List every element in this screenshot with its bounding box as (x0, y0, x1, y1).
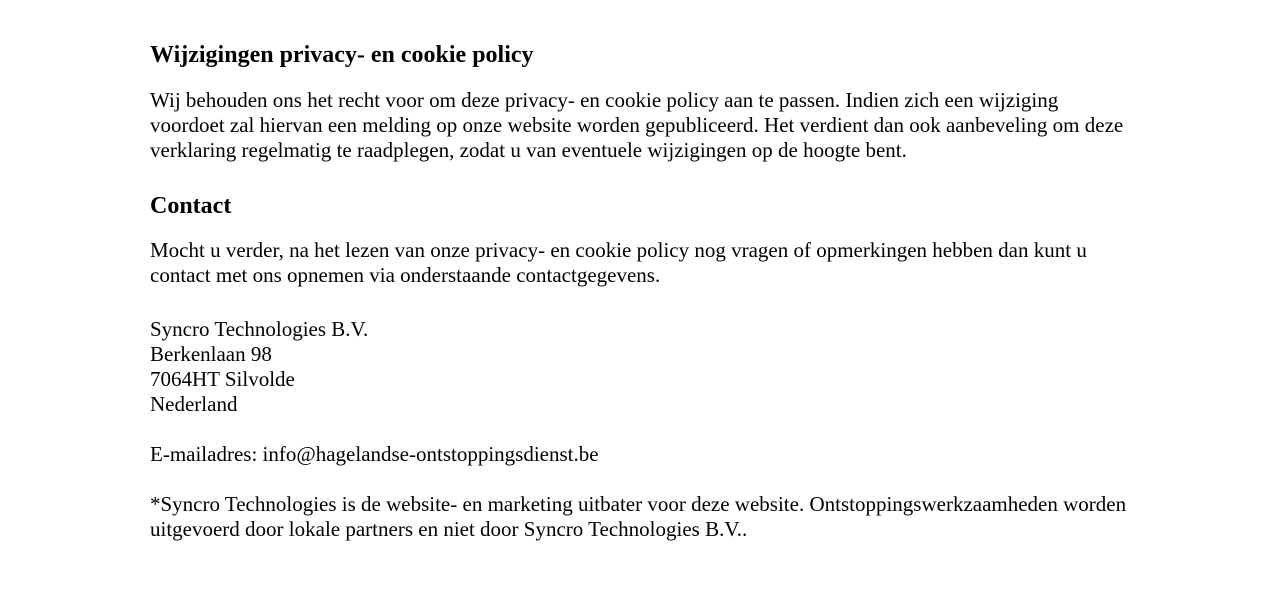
email-line (150, 442, 599, 467)
address-country: Nederland (150, 392, 238, 416)
email-label: E-mailadres: (150, 442, 263, 466)
email-address[interactable]: info@hagelandse-ontstoppingsdienst.be (262, 442, 599, 466)
section-heading-changes: Wijzigingen privacy- en cookie policy (150, 42, 534, 68)
address-company: Syncro Technologies B.V. (150, 317, 369, 341)
section-body-changes: Wij behouden ons het recht voor om deze privacy- en cookie policy aan te passen. Indien zich een wijziging voordoet zal hiervan een melding op onze website worden gepubliceerd. Het verdient dan ook aanbeveling om deze verklaring regelmatig te raadplegen, zodat u van eventuele wijzigingen op de hoogte bent. (150, 88, 1124, 162)
address-street: Berkenlaan 98 (150, 342, 272, 366)
section-body-contact: Mocht u verder, na het lezen van onze privacy- en cookie policy nog vragen of opmerkingen hebben dan kunt u contact met ons opnemen via onderstaande contactgegevens. (150, 238, 1087, 287)
disclaimer-text: *Syncro Technologies is de website- en marketing uitbater voor deze website. Ontstoppingswerkzaamheden worden uitgevoerd door lokale partners en niet door Syncro Technologies B.V.. (150, 492, 1127, 541)
address-postal-city: 7064HT Silvolde (150, 367, 295, 391)
company-address (150, 317, 368, 417)
section-heading-contact: Contact (150, 193, 232, 219)
